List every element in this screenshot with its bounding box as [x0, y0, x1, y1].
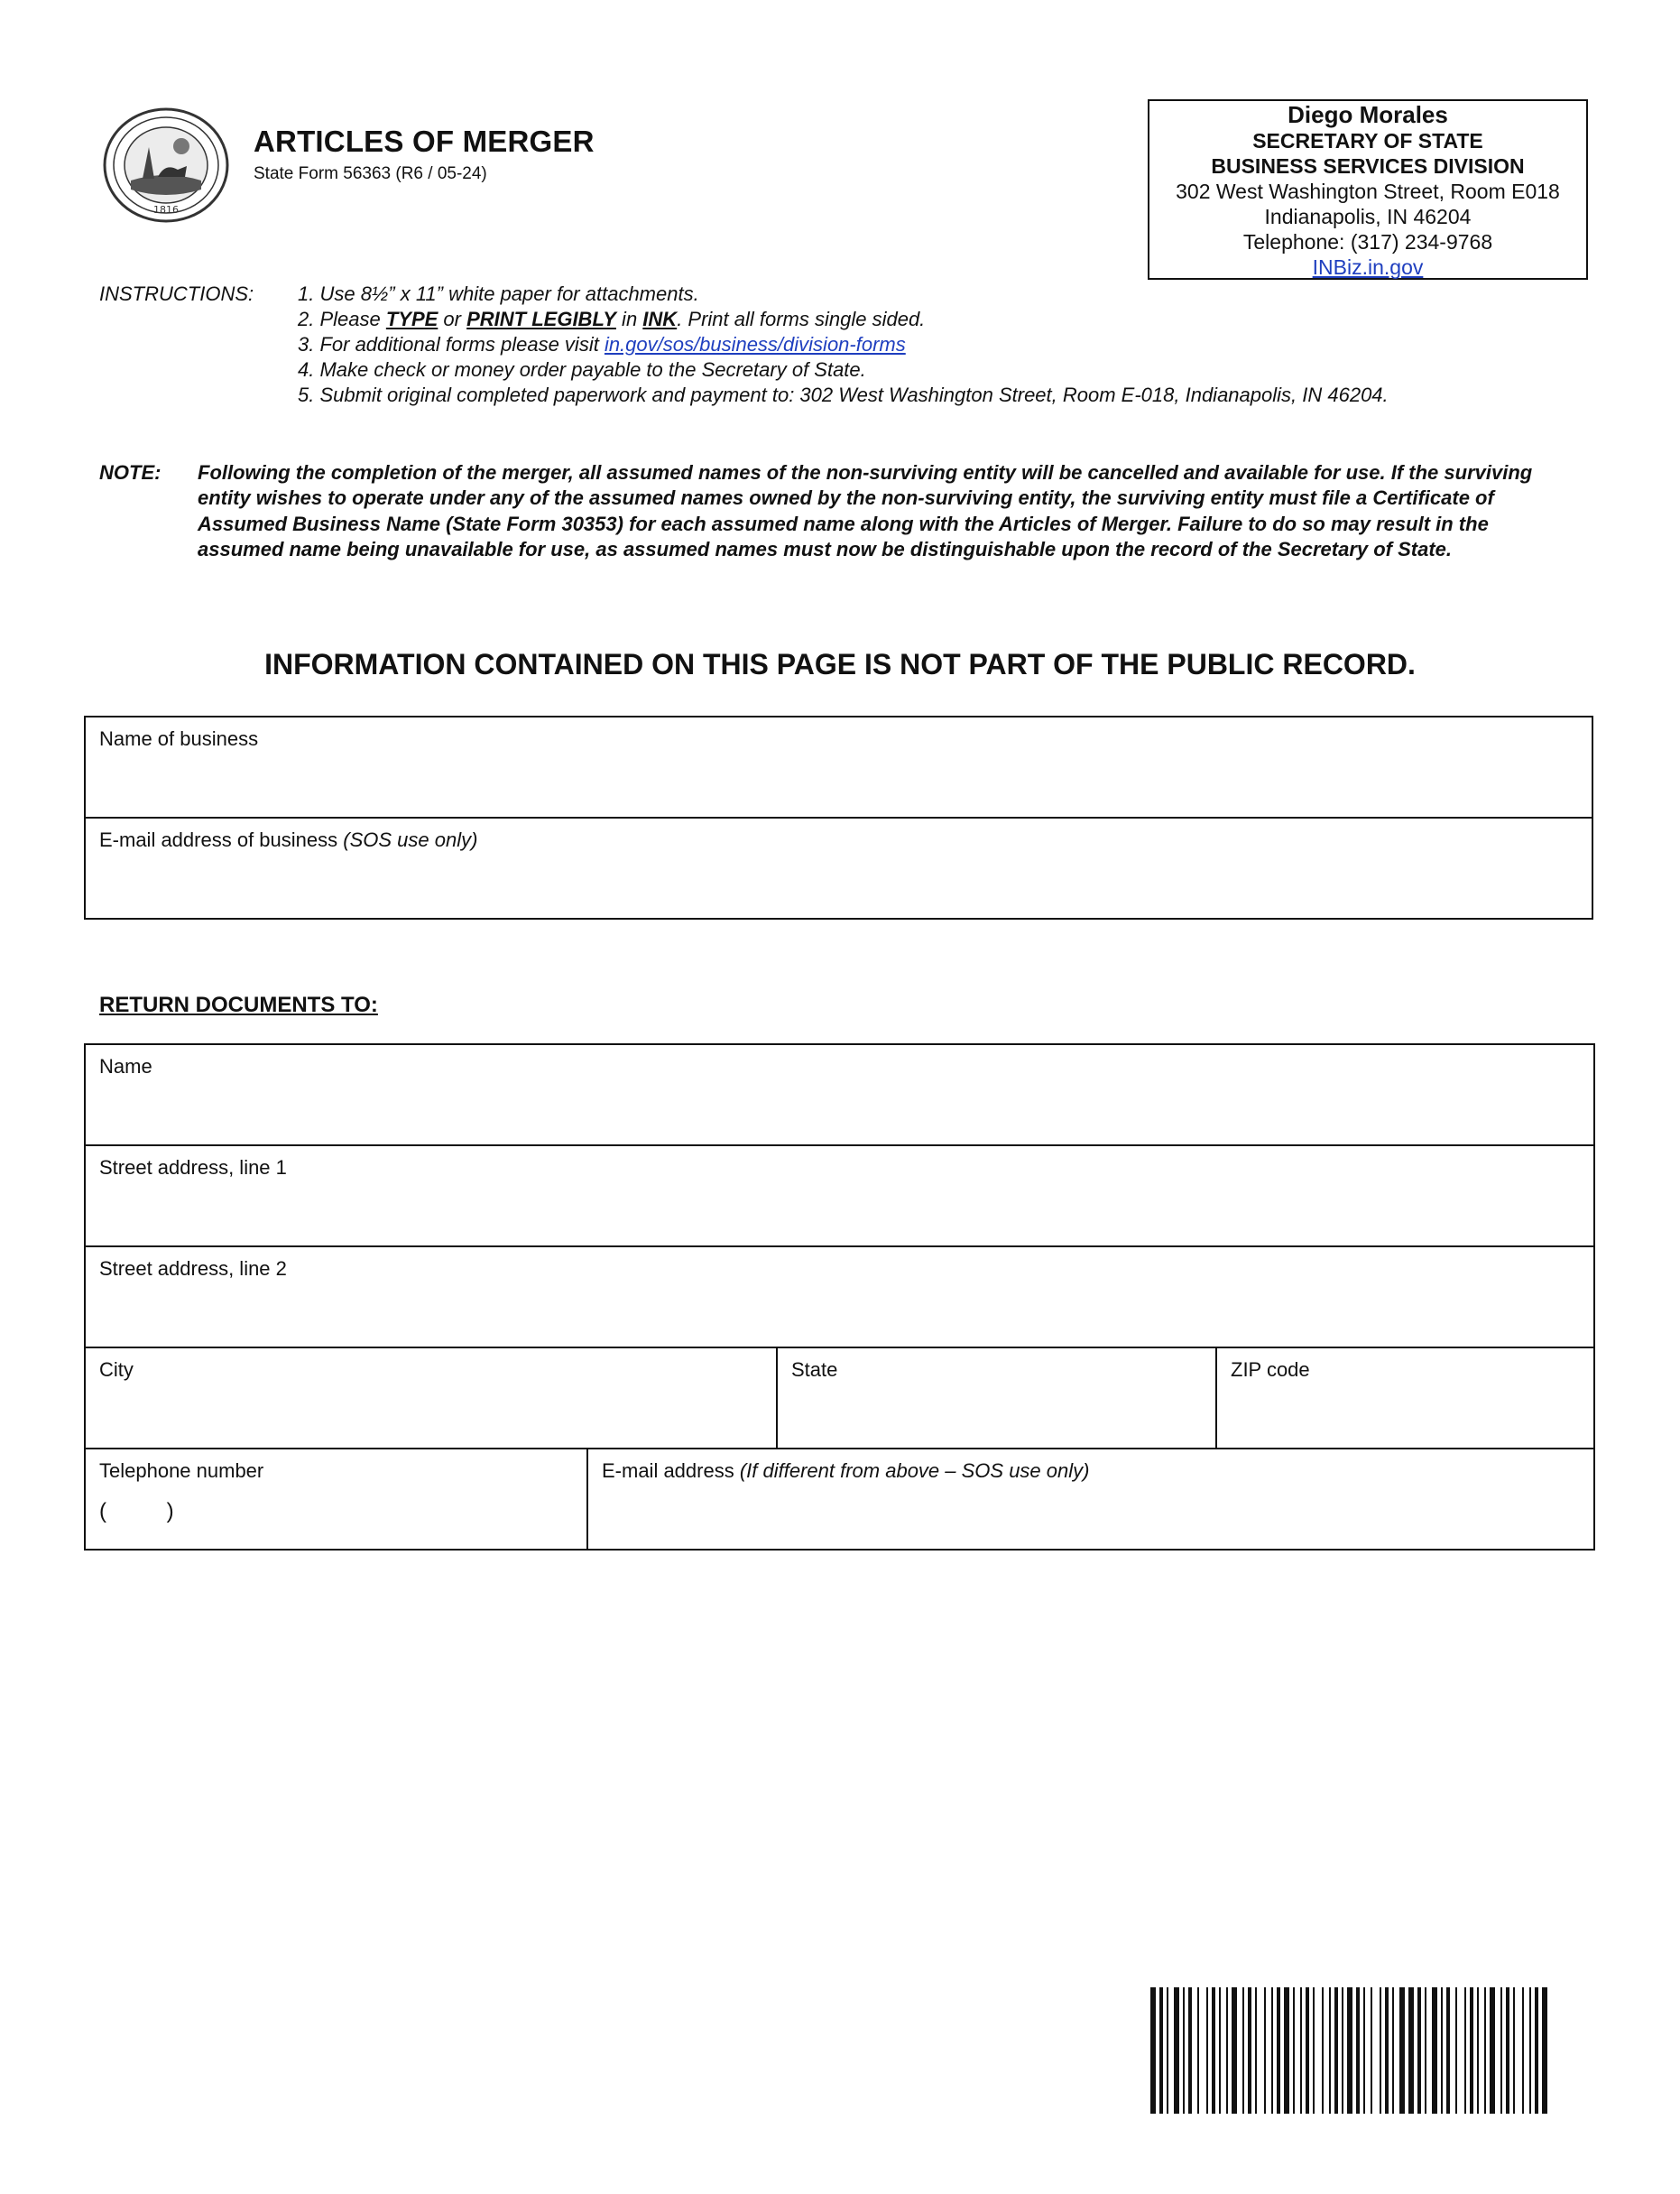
business-name-label: Name of business [99, 727, 259, 750]
barcode-bar [1174, 1987, 1179, 2114]
instruction-type-word: TYPE [385, 308, 438, 330]
instruction-item-1: 1. Use 8½” x 11” white paper for attachments. [298, 282, 699, 305]
street-line-2-label: Street address, line 2 [99, 1257, 287, 1280]
office-phone: Telephone: (317) 234-9768 [1242, 230, 1493, 254]
return-email-label: E-mail address [602, 1459, 734, 1482]
barcode-bar [1455, 1987, 1457, 2114]
return-email-note: (If different from above – SOS use only) [739, 1459, 1090, 1482]
barcode-bar [1167, 1987, 1168, 2114]
barcode-bar [1342, 1987, 1343, 2114]
barcode-bar [1212, 1987, 1215, 2114]
barcode-bar [1242, 1987, 1244, 2114]
instruction-item-4: 4. Make check or money order payable to the Secretary of State. [298, 358, 866, 381]
barcode-bar [1188, 1987, 1192, 2114]
barcode-bar [1522, 1987, 1524, 2114]
barcode-bar [1529, 1987, 1531, 2114]
instruction-item-5: 5. Submit original completed paperwork and payment to: 302 West Washington Street, Room E-018, Indianapolis, IN 46204. [298, 384, 1389, 406]
barcode-bar [1542, 1987, 1547, 2114]
barcode-bar [1206, 1987, 1208, 2114]
form-title: ARTICLES OF MERGER [254, 125, 595, 158]
barcode-bar [1159, 1987, 1163, 2114]
barcode-bar [1432, 1987, 1437, 2114]
office-city: Indianapolis, IN 46204 [1264, 205, 1472, 228]
barcode-bar [1322, 1987, 1324, 2114]
barcode-bar [1277, 1987, 1280, 2114]
zip-label: ZIP code [1231, 1358, 1310, 1381]
instruction-print-legibly: PRINT LEGIBLY [466, 308, 616, 330]
division-forms-link[interactable]: in.gov/sos/business/division-forms [604, 333, 906, 356]
business-info-table [84, 716, 1593, 920]
instructions-label: INSTRUCTIONS: [99, 282, 254, 305]
secretary-name: Diego Morales [1288, 101, 1448, 128]
state-field[interactable] [777, 1347, 1216, 1449]
barcode-bar [1417, 1987, 1421, 2114]
barcode-bar [1385, 1987, 1389, 2114]
barcode-bar [1380, 1987, 1381, 2114]
barcode-bar [1248, 1987, 1251, 2114]
state-label: State [791, 1358, 838, 1381]
barcode-bar [1425, 1987, 1426, 2114]
barcode-bar [1334, 1987, 1338, 2114]
barcode-bar [1271, 1987, 1273, 2114]
barcode-bar [1284, 1987, 1289, 2114]
barcode-bar [1306, 1987, 1309, 2114]
return-name-field[interactable] [85, 1044, 1594, 1145]
business-name-field[interactable] [85, 717, 1592, 818]
barcode-bar [1197, 1987, 1199, 2114]
barcode-bar [1232, 1987, 1237, 2114]
instruction-item-2-suffix: . Print all forms single sided. [677, 308, 926, 330]
barcode-bar [1484, 1987, 1486, 2114]
barcode-bar [1293, 1987, 1295, 2114]
instruction-ink-word: INK [642, 308, 678, 330]
barcode-bar [1399, 1987, 1405, 2114]
instruction-item-2 [298, 308, 925, 331]
barcode-bar [1470, 1987, 1473, 2114]
area-code-parens: ( ) [99, 1499, 174, 1523]
city-label: City [99, 1358, 134, 1381]
zip-field[interactable] [1216, 1347, 1594, 1449]
barcode-bar [1313, 1987, 1315, 2114]
telephone-field[interactable] [85, 1449, 587, 1550]
barcode-bar [1506, 1987, 1509, 2114]
street-line-2-field[interactable] [85, 1246, 1594, 1347]
division-name: BUSINESS SERVICES DIVISION [1211, 154, 1525, 178]
barcode-bar [1183, 1987, 1185, 2114]
barcode-bar [1477, 1987, 1479, 2114]
barcode-bar [1392, 1987, 1394, 2114]
instruction-in-word: in [615, 308, 643, 330]
barcode-bar [1490, 1987, 1495, 2114]
return-name-label: Name [99, 1055, 152, 1078]
website-link[interactable]: INBiz.in.gov [1312, 255, 1424, 279]
barcode-bar [1329, 1987, 1331, 2114]
svg-text:1816: 1816 [153, 204, 179, 216]
barcode-bar [1371, 1987, 1372, 2114]
telephone-label: Telephone number [99, 1459, 264, 1482]
barcode-bar [1347, 1987, 1352, 2114]
instruction-item-3-prefix: 3. For additional forms please visit [298, 333, 605, 356]
street-line-1-label: Street address, line 1 [99, 1156, 287, 1179]
barcode-bar [1356, 1987, 1360, 2114]
barcode-bar [1535, 1987, 1538, 2114]
state-seal-icon [102, 106, 230, 224]
office-street: 302 West Washington Street, Room E018 [1176, 180, 1560, 203]
instruction-item-2-prefix: 2. Please [298, 308, 386, 330]
street-line-1-field[interactable] [85, 1145, 1594, 1246]
barcode-bar [1513, 1987, 1515, 2114]
barcode-bar [1264, 1987, 1266, 2114]
city-field[interactable] [85, 1347, 777, 1449]
barcode-bar [1150, 1987, 1156, 2114]
public-record-notice: INFORMATION CONTAINED ON THIS PAGE IS NOT PART OF THE PUBLIC RECORD. [264, 648, 1416, 680]
note-text: Following the completion of the merger, all assumed names of the non-surviving entity will be cancelled and available for use. If the surviving entity wishes to operate under any of the assumed names owned by the non-surviving entity, the surviving entity must file a Certificate of Assumed Business Name (State Form 30353) for each assumed name along with the Articles of Merger. Failure to do so may result in the assumed name being unavailable for use, as assumed names must now be distinguishable upon the record of the Secretary of State. [198, 461, 1533, 561]
barcode-bar [1408, 1987, 1414, 2114]
instruction-or-word: or [438, 308, 467, 330]
barcode-bar [1219, 1987, 1221, 2114]
barcode-bar [1446, 1987, 1450, 2114]
return-documents-heading: RETURN DOCUMENTS TO: [99, 993, 378, 1017]
business-email-label: E-mail address of business [99, 829, 338, 851]
form-number: State Form 56363 (R6 / 05-24) [254, 164, 487, 183]
barcode-icon [1150, 1987, 1547, 2114]
business-email-note: (SOS use only) [343, 829, 478, 851]
barcode-bar [1363, 1987, 1365, 2114]
instruction-item-3 [298, 333, 906, 356]
note-label: NOTE: [99, 461, 162, 484]
secretary-title: SECRETARY OF STATE [1252, 129, 1483, 153]
barcode-bar [1300, 1987, 1302, 2114]
office-info-box [1148, 99, 1588, 280]
barcode-bar [1226, 1987, 1228, 2114]
return-email-field[interactable] [587, 1449, 1594, 1550]
barcode-bar [1255, 1987, 1257, 2114]
barcode-bar [1441, 1987, 1443, 2114]
return-address-table [84, 1043, 1595, 1551]
business-email-field[interactable] [85, 818, 1592, 919]
barcode-bar [1500, 1987, 1502, 2114]
barcode-bar [1464, 1987, 1466, 2114]
